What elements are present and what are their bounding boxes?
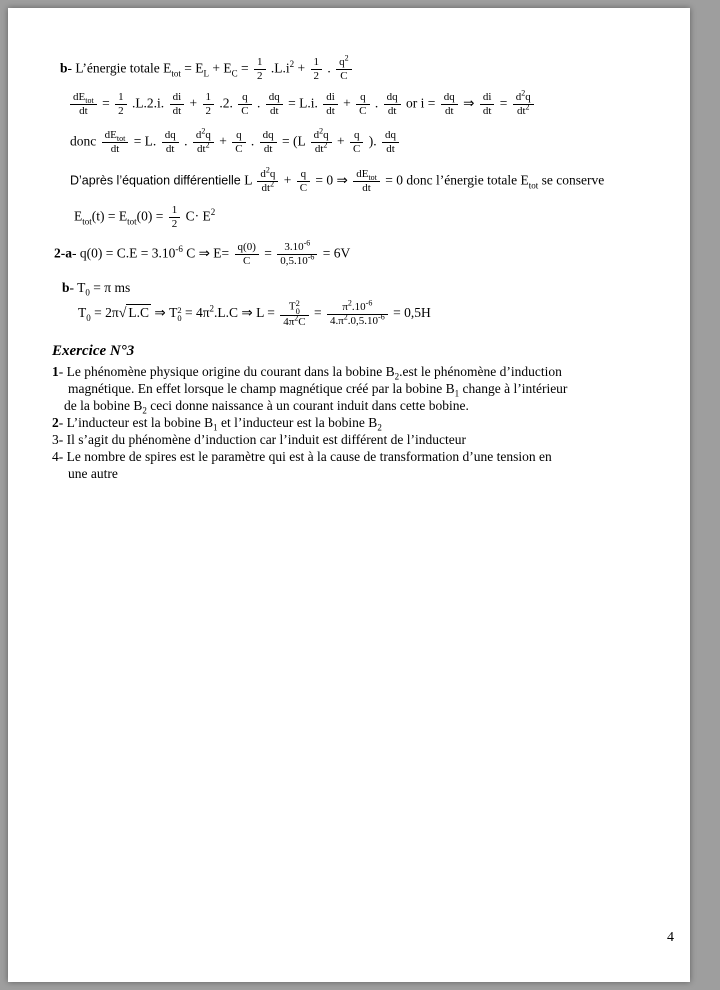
fraction-numerator	[513, 88, 534, 105]
text-run: q	[323, 129, 329, 141]
fraction-numerator	[238, 91, 251, 105]
fraction-numerator	[323, 91, 338, 105]
text-run: +	[333, 133, 349, 149]
fraction	[266, 91, 283, 118]
fraction-denominator	[115, 105, 127, 118]
radical-sign-icon: √	[118, 306, 127, 322]
text-run: 2	[52, 415, 59, 430]
text-run: magnétique. En effet lorsque le champ magnétique créé par la bobine B	[68, 381, 455, 396]
text-run: 1	[205, 91, 211, 103]
text-run: dt	[444, 105, 454, 117]
subscript: 0	[177, 313, 182, 323]
text-run: .L.2.i.	[128, 95, 168, 111]
text-run: - Le phénomène physique origine du courant dans la bobine B	[58, 364, 395, 379]
subscript: 0	[295, 306, 300, 316]
fraction	[257, 165, 278, 195]
text-run: dq	[268, 91, 280, 103]
text-run: 4.π	[329, 314, 344, 327]
text-run: q	[236, 129, 242, 141]
fraction-numerator	[254, 56, 266, 70]
text-run: b	[62, 280, 70, 295]
text-run: d	[515, 91, 522, 103]
text-run: C· E	[182, 208, 211, 224]
superscript: 2	[343, 311, 348, 321]
fraction-denominator	[323, 105, 338, 118]
text-run: = 6V	[319, 245, 351, 261]
fraction-denominator	[232, 143, 245, 156]
fraction	[232, 129, 245, 156]
fraction	[441, 91, 458, 118]
text-run: - q(0) = C.E = 3.10	[72, 245, 176, 261]
text-run: dt	[165, 143, 175, 155]
fraction-denominator	[350, 143, 363, 156]
text-run: +	[215, 133, 231, 149]
text-run: 3.10	[284, 241, 304, 253]
text-run: dE	[356, 168, 369, 180]
text-run: q(0)	[237, 241, 256, 253]
superscript: -6	[365, 297, 373, 307]
text-run: Exercice N°3	[52, 343, 135, 359]
text-run: dt	[516, 105, 526, 117]
fraction-numerator	[356, 91, 369, 105]
fraction-numerator	[193, 126, 214, 143]
fraction-denominator	[311, 140, 332, 156]
subscript: tot	[85, 96, 94, 106]
fraction-numerator	[441, 91, 458, 105]
text-run: dt	[197, 143, 206, 155]
square-root	[119, 304, 151, 322]
item-1-line-1	[52, 363, 664, 380]
text-run: .10	[351, 300, 366, 313]
fraction-denominator	[336, 70, 352, 83]
text-run: q	[300, 168, 307, 180]
text-run: .L.C ⇒ L =	[214, 305, 279, 321]
text-run: dq	[262, 129, 274, 141]
text-run: C ⇒ E=	[182, 245, 233, 261]
text-run: 1	[52, 364, 59, 379]
line-2a-charge	[52, 238, 664, 268]
text-run: C	[299, 182, 308, 194]
text-run: or i =	[402, 95, 439, 111]
subscript: tot	[82, 216, 92, 227]
superscript: 2	[201, 126, 206, 136]
text-run: + E	[209, 60, 232, 76]
fraction-numerator	[232, 129, 245, 143]
superscript: 2	[347, 297, 352, 307]
text-run: de la bobine B	[64, 398, 143, 413]
superscript: 2	[319, 126, 324, 136]
fraction	[280, 299, 308, 329]
text-run: 1	[257, 56, 263, 68]
fraction-numerator	[336, 53, 352, 70]
fraction	[169, 204, 181, 231]
text-run: q	[360, 91, 366, 103]
text-run: .	[253, 95, 264, 111]
fraction-denominator	[280, 313, 308, 329]
text-run: .	[324, 60, 335, 76]
fraction	[162, 129, 179, 156]
superscript: -6	[303, 238, 311, 248]
text-run: C	[241, 105, 249, 117]
text-run: dq	[443, 91, 455, 103]
fraction	[311, 56, 323, 83]
text-run: dt	[269, 105, 279, 117]
fraction-denominator	[102, 143, 129, 156]
fraction-denominator	[170, 105, 185, 118]
fraction	[350, 129, 363, 156]
text-run: D’après l’équation différentielle	[70, 173, 245, 188]
fraction	[235, 241, 259, 268]
fraction	[297, 168, 310, 195]
fraction-numerator	[382, 129, 399, 143]
text-run: L.C	[128, 305, 150, 321]
text-run: d	[313, 129, 320, 141]
text-run: E	[74, 208, 83, 224]
text-run: ).	[365, 133, 380, 149]
text-run: q	[269, 168, 276, 180]
fraction-denominator	[356, 105, 369, 118]
text-run: .2.	[216, 95, 237, 111]
text-run: q	[353, 129, 360, 141]
text-run: dt	[386, 143, 395, 155]
text-run: dt	[326, 105, 335, 117]
fraction-denominator	[441, 105, 458, 118]
subscript: 2	[377, 422, 382, 433]
fraction-numerator	[350, 129, 363, 143]
text-run: donc	[70, 133, 100, 149]
text-run: 2	[118, 105, 124, 117]
line-etot-conserved	[52, 204, 664, 231]
text-run: C	[359, 105, 367, 117]
line-energy-derivative	[52, 88, 664, 118]
item-4-line-2	[52, 465, 664, 482]
fraction	[336, 53, 352, 83]
text-run: .	[180, 133, 191, 149]
text-run: C	[298, 316, 306, 328]
text-run: +	[294, 60, 309, 76]
text-run: .	[371, 95, 382, 111]
fraction-numerator	[353, 168, 380, 182]
fraction-numerator	[170, 91, 185, 105]
item-1-line-2	[52, 380, 664, 397]
fraction	[260, 129, 277, 156]
fraction-denominator	[203, 105, 215, 118]
page-number: 4	[667, 930, 674, 945]
text-run: 2	[205, 105, 211, 117]
text-run: dt	[314, 143, 324, 155]
text-run: C	[340, 70, 348, 82]
subscript: 1	[454, 388, 460, 399]
text-run: q	[205, 129, 211, 141]
superscript: 2	[265, 165, 270, 175]
text-run: d	[195, 129, 202, 141]
text-run: dt	[263, 143, 273, 155]
subscript: tot	[368, 173, 377, 183]
superscript: -6	[307, 252, 315, 262]
fraction-numerator	[203, 91, 215, 105]
subscript: 1	[213, 422, 218, 433]
fraction	[170, 91, 185, 118]
subscript: tot	[171, 68, 181, 79]
fraction-denominator	[162, 143, 179, 156]
text-run: .est le phénomène d’induction	[399, 364, 562, 379]
fraction-denominator	[513, 102, 534, 118]
fraction-numerator	[480, 91, 495, 105]
text-run: = π ms	[89, 280, 131, 295]
text-run: .L.i	[267, 60, 290, 76]
line-b-total-energy	[52, 53, 664, 83]
text-run: = L.i.	[284, 95, 322, 111]
subscript: 0	[86, 312, 91, 323]
superscript: 2	[177, 305, 182, 315]
superscript: -6	[175, 244, 183, 255]
fraction	[102, 129, 129, 156]
text-run: dt	[387, 105, 397, 117]
text-run: 2	[171, 218, 178, 230]
text-run: dt	[482, 105, 492, 117]
fraction	[193, 126, 214, 156]
fraction-denominator	[235, 255, 259, 268]
text-run: = 0,5H	[389, 305, 431, 321]
text-run: 2-a	[54, 245, 72, 261]
document-page	[8, 8, 690, 982]
fraction-denominator	[480, 105, 495, 118]
fraction-denominator	[169, 218, 181, 231]
fraction-numerator	[235, 241, 259, 255]
text-run: dt	[79, 105, 88, 117]
text-run: dt	[110, 143, 120, 155]
superscript: 2	[344, 53, 349, 63]
fraction-denominator	[327, 311, 388, 328]
subscript: 0	[85, 287, 90, 298]
subscript: C	[231, 68, 238, 79]
subscript: 2	[142, 405, 147, 416]
fraction-denominator	[266, 105, 283, 118]
fraction	[356, 91, 369, 118]
fraction	[277, 238, 317, 268]
fraction	[311, 126, 332, 156]
fraction-denominator	[277, 252, 317, 268]
text-run: = 0 donc l’énergie totale E	[381, 172, 529, 188]
text-run: dE	[104, 129, 117, 141]
text-run: se conserve	[538, 172, 605, 188]
fraction-numerator	[162, 129, 179, 143]
item-4-line-1	[52, 448, 664, 465]
text-run: = 4π	[181, 305, 210, 321]
text-run: q	[525, 91, 531, 103]
fraction-numerator	[311, 126, 332, 143]
line-inductance-calc	[52, 299, 664, 329]
text-run: =	[260, 245, 276, 261]
fraction	[382, 129, 399, 156]
superscript: 2	[205, 140, 210, 150]
fraction-numerator	[115, 91, 127, 105]
fraction-denominator	[311, 70, 323, 83]
text-run: = L.	[130, 133, 160, 149]
text-run: d	[260, 168, 266, 180]
text-run: b	[60, 60, 68, 76]
fraction	[513, 88, 534, 118]
text-run: (t) = E	[91, 208, 128, 224]
text-run: q	[339, 56, 345, 68]
text-run: 2	[313, 70, 320, 82]
line-donc-derivative	[52, 126, 664, 156]
text-run: 1	[118, 91, 124, 103]
fraction-denominator	[384, 105, 401, 118]
fraction-denominator	[297, 182, 310, 195]
text-run: 0,5.10	[280, 255, 308, 267]
fraction	[203, 91, 215, 118]
fraction-numerator	[169, 204, 181, 218]
text-run: di	[172, 91, 182, 103]
text-run: +	[339, 95, 355, 111]
fraction-numerator	[260, 129, 277, 143]
text-run: dE	[73, 91, 86, 103]
fraction	[384, 91, 401, 118]
fraction-denominator	[260, 143, 277, 156]
exercise-3-heading	[52, 343, 664, 360]
line-b-period	[52, 279, 664, 296]
fraction-denominator	[193, 140, 214, 156]
fraction	[353, 168, 380, 195]
text-run: une autre	[68, 466, 118, 481]
fraction-denominator	[257, 179, 278, 195]
fraction-numerator	[102, 129, 129, 143]
text-run: 1	[313, 56, 320, 68]
text-run: di	[326, 91, 335, 103]
text-run: =	[310, 305, 325, 321]
text-run: 4π	[283, 316, 295, 328]
text-run: 2	[257, 70, 263, 82]
text-run: C	[353, 143, 361, 155]
subscript: tot	[127, 216, 137, 227]
text-run: = E	[180, 60, 204, 76]
text-run: ceci donne naissance à un courant induit dans cette bobine.	[146, 398, 469, 413]
text-run: et l’inducteur est la bobine B	[217, 415, 378, 430]
text-run: .0,5.10	[347, 314, 379, 327]
fraction-denominator	[254, 70, 266, 83]
text-run: di	[482, 91, 492, 103]
text-run: T	[78, 305, 87, 321]
text-run: dq	[386, 91, 398, 103]
fraction	[327, 297, 388, 328]
subscript: 2	[394, 371, 400, 382]
text-run: dt	[362, 182, 371, 194]
fraction-numerator	[257, 165, 278, 182]
text-run: π	[342, 300, 348, 313]
text-run: dt	[172, 105, 182, 117]
text-run: 3- Il s’agit du phénomène d’induction car l’induit est différent de l’inducteur	[52, 432, 466, 447]
text-run: T	[288, 300, 296, 313]
superscript: 2	[294, 313, 299, 323]
item-1-line-3	[52, 397, 664, 414]
fraction-denominator	[382, 143, 399, 156]
fraction-numerator	[297, 168, 310, 182]
superscript: 2	[209, 303, 215, 314]
fraction	[323, 91, 338, 118]
text-run: 1	[171, 204, 178, 216]
fraction-numerator	[70, 91, 97, 105]
subscript: tot	[528, 180, 539, 191]
text-run: dq	[164, 129, 176, 141]
text-run: - T	[69, 280, 86, 295]
fraction-numerator	[311, 56, 323, 70]
fraction-numerator	[384, 91, 401, 105]
superscript: -6	[378, 311, 385, 321]
radicand	[126, 304, 151, 320]
text-run: - L’énergie totale E	[67, 60, 172, 76]
item-2	[52, 414, 664, 431]
subscript: tot	[116, 134, 126, 144]
text-run: change à l’intérieur	[459, 381, 568, 396]
text-run: (0) =	[136, 208, 167, 224]
text-run: =	[98, 95, 114, 111]
superscript: 2	[295, 298, 300, 308]
superscript: 2	[521, 88, 526, 98]
text-run: - L’inducteur est la bobine B	[58, 415, 214, 430]
text-run: +	[280, 172, 295, 188]
superscript: 2	[323, 140, 328, 150]
text-run: .	[247, 133, 258, 149]
text-run: q	[242, 91, 248, 103]
text-run: =	[496, 95, 511, 111]
fraction	[70, 91, 97, 118]
subscript: L	[203, 68, 209, 79]
item-3	[52, 431, 664, 448]
text-run: ⇒ T	[151, 305, 178, 321]
text-run: = (L	[278, 133, 309, 149]
fraction-denominator	[70, 105, 97, 118]
text-run: C	[243, 255, 251, 267]
text-run: L	[244, 172, 256, 188]
fraction-denominator	[238, 105, 251, 118]
fraction	[480, 91, 495, 118]
text-run: ⇒	[459, 95, 478, 111]
text-run: 4- Le nombre de spires est le paramètre qui est à la cause de transformation d’une tension en	[52, 449, 552, 464]
fraction-denominator	[353, 182, 380, 195]
page-content	[8, 8, 690, 482]
text-run: = 0 ⇒	[312, 172, 352, 188]
text-run: dt	[261, 182, 271, 194]
superscript: 2	[525, 102, 530, 112]
text-run: = 2π	[90, 305, 119, 321]
text-run: =	[237, 60, 253, 76]
superscript: 2	[270, 179, 275, 189]
text-run: C	[235, 143, 243, 155]
text-run: dq	[384, 129, 396, 141]
fraction	[115, 91, 127, 118]
fraction-numerator	[266, 91, 283, 105]
superscript: 2	[289, 59, 295, 70]
line-differential-equation	[52, 165, 664, 195]
fraction	[254, 56, 266, 83]
superscript: 2	[210, 207, 216, 218]
text-run: +	[186, 95, 201, 111]
fraction	[238, 91, 251, 118]
